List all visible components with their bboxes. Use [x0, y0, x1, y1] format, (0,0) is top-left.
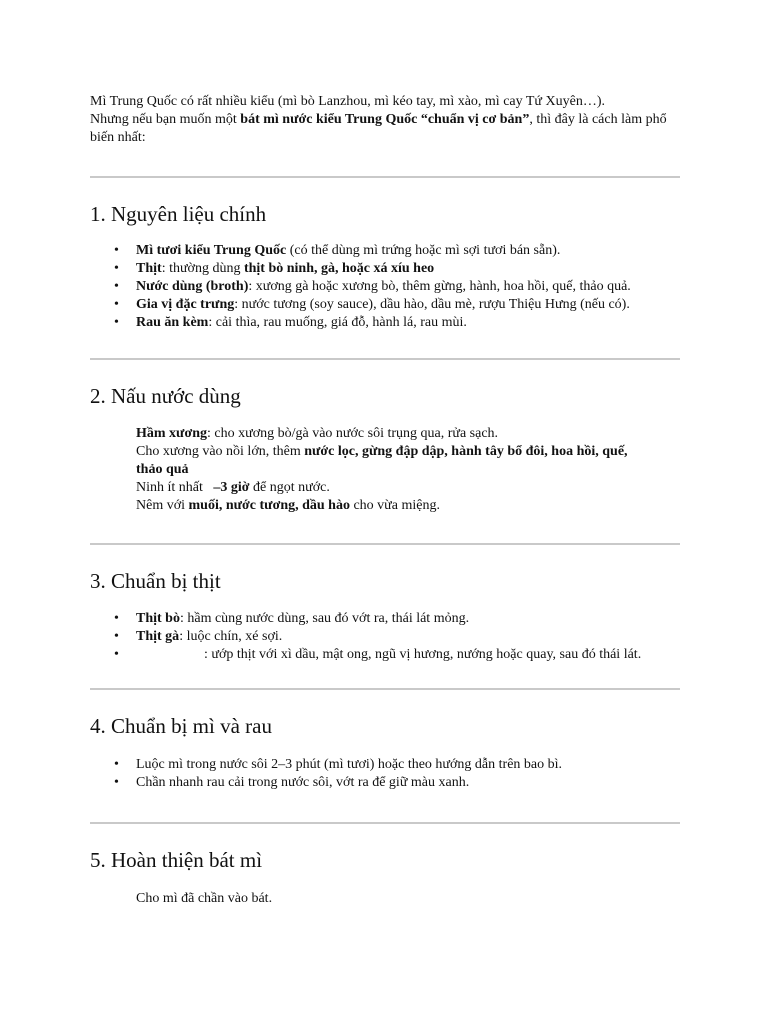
- meat-list: [90, 610, 680, 664]
- broth-instructions: [90, 425, 680, 515]
- bullet: •: [114, 261, 119, 276]
- list-item: • Nước dùng (broth): xương gà hoặc xương bò, thêm gừng, hành, hoa hồi, quế, thảo quả.: [114, 279, 631, 294]
- section-divider: [90, 822, 680, 824]
- bullet: •: [114, 775, 119, 790]
- finish-instructions: [90, 890, 680, 908]
- section-divider: [90, 176, 680, 178]
- bullet: •: [114, 647, 119, 662]
- list-item: • Chần nhanh rau cải trong nước sôi, vớt ra để giữ màu xanh.: [114, 775, 470, 790]
- section-heading-finish: 5. Hoàn thiện bát mì: [90, 848, 263, 872]
- list-item: • Mì tươi kiểu Trung Quốc (có thể dùng mì trứng hoặc mì sợi tươi bán sẵn).: [114, 243, 561, 258]
- bullet: •: [114, 757, 119, 772]
- intro-line-2: Nhưng nếu bạn muốn một bát mì nước kiểu Trung Quốc “chuẩn vị cơ bản”, thì đây là cách làm phổ biến nhất:: [90, 112, 667, 145]
- bullet: •: [114, 297, 119, 312]
- finish-line-1: Cho mì đã chần vào bát.: [136, 891, 273, 906]
- section-heading-ingredients: 1. Nguyên liệu chính: [90, 202, 267, 226]
- intro-paragraph: [90, 93, 680, 153]
- list-item: • Gia vị đặc trưng: nước tương (soy sauce), dầu hào, dầu mè, rượu Thiệu Hưng (nếu có).: [114, 297, 630, 312]
- broth-line-4: Nêm với muối, nước tương, dầu hào cho vừa miệng.: [136, 498, 440, 513]
- bullet: •: [114, 243, 119, 258]
- ingredients-list: [90, 242, 680, 332]
- list-item: • Rau ăn kèm: cải thìa, rau muống, giá đỗ, hành lá, rau mùi.: [114, 315, 467, 330]
- bullet: •: [114, 315, 119, 330]
- section-heading-noodles-veg: 4. Chuẩn bị mì và rau: [90, 714, 272, 738]
- broth-line-3: Ninh ít nhất –3 giờ để ngọt nước.: [136, 480, 330, 495]
- noodles-list: [90, 756, 680, 792]
- bullet: •: [114, 611, 119, 626]
- bullet: •: [114, 629, 119, 644]
- broth-line-1: Hầm xương: cho xương bò/gà vào nước sôi trụng qua, rửa sạch.: [136, 426, 499, 441]
- section-divider: [90, 543, 680, 545]
- list-item: • Thịt: thường dùng thịt bò ninh, gà, hoặc xá xíu heo: [114, 261, 435, 276]
- section-divider: [90, 358, 680, 360]
- intro-line-1: Mì Trung Quốc có rất nhiều kiểu (mì bò Lanzhou, mì kéo tay, mì xào, mì cay Tứ Xuyên…).: [90, 94, 605, 109]
- list-item: • Thịt gà: luộc chín, xé sợi.: [114, 629, 283, 644]
- section-divider: [90, 688, 680, 690]
- document-page: [90, 93, 680, 908]
- broth-line-2: Cho xương vào nồi lớn, thêm nước lọc, gừng đập dập, hành tây bổ đôi, hoa hồi, quế, thảo quả: [136, 444, 628, 477]
- section-heading-meat: 3. Chuẩn bị thịt: [90, 569, 221, 593]
- list-item: • : ướp thịt với xì dầu, mật ong, ngũ vị hương, nướng hoặc quay, sau đó thái lát.: [114, 647, 642, 662]
- list-item: • Thịt bò: hầm cùng nước dùng, sau đó vớt ra, thái lát mỏng.: [114, 611, 470, 626]
- section-heading-broth: 2. Nấu nước dùng: [90, 384, 241, 408]
- bullet: •: [114, 279, 119, 294]
- list-item: • Luộc mì trong nước sôi 2–3 phút (mì tươi) hoặc theo hướng dẫn trên bao bì.: [114, 757, 563, 772]
